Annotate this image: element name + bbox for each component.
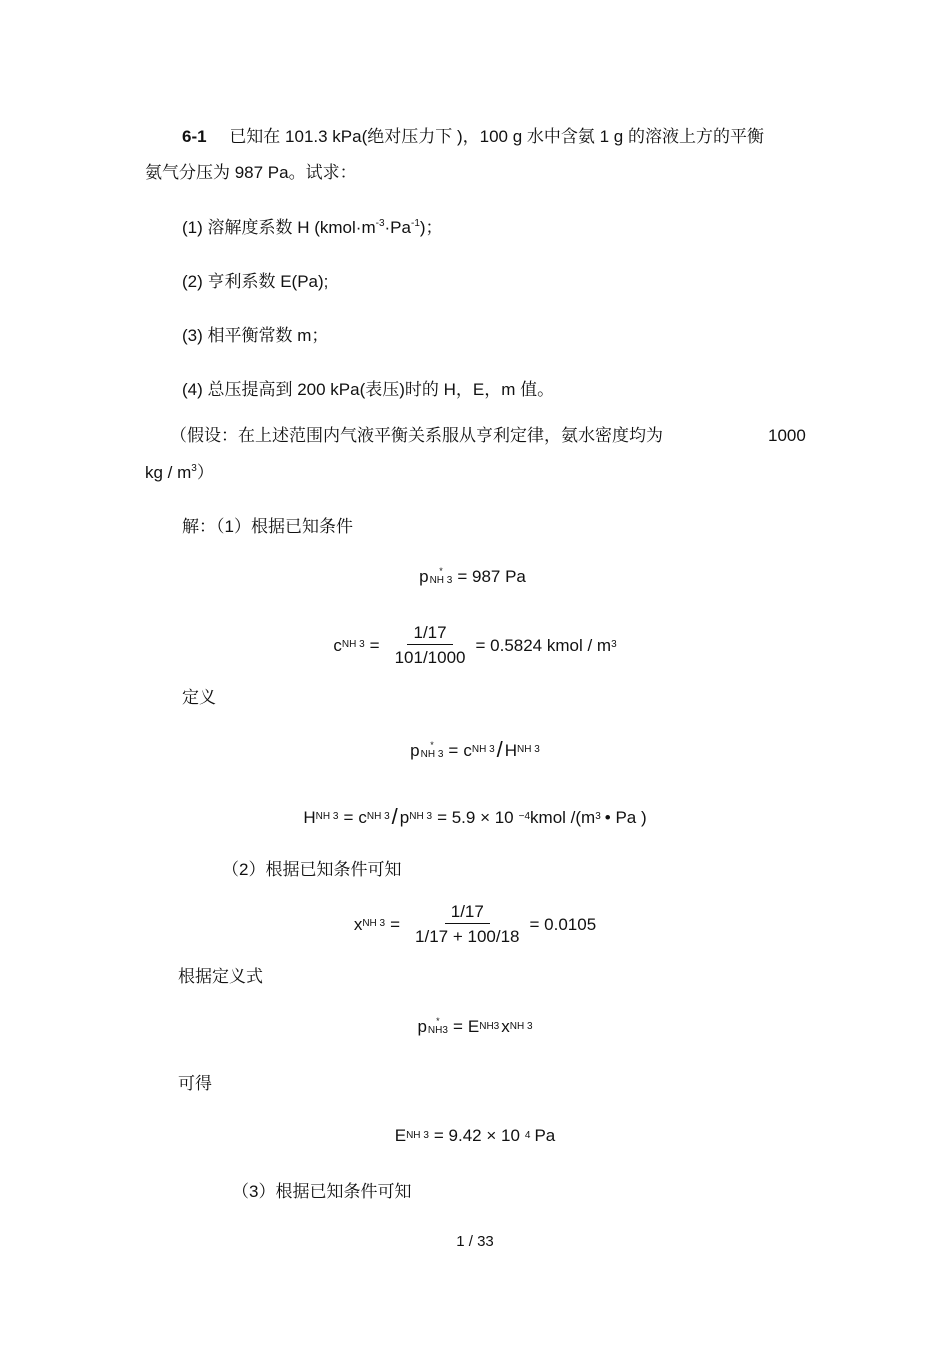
question-4: (4) 总压提高到 200 kPa(表压)时的 H，E，m 值。	[182, 380, 555, 399]
solution-intro: 解：（1）根据已知条件	[182, 517, 353, 536]
definition-label: 定义	[182, 688, 216, 707]
equation-4: H NH 3 = c NH 3 / p NH 3 = 5.9 × 10 −4 kmol /(m 3 • Pa )	[303, 804, 647, 829]
by-definition-label: 根据定义式	[178, 967, 263, 986]
fraction: $\frac{1/17}{1/17 + 100/18}$	[415, 902, 520, 946]
problem-line-2: 氨气分压为 987 Pa。试求：	[145, 163, 357, 182]
equation-2: c NH 3 = $\frac{1/17}{101/1000}$ = 0.5824 kmol / m 3	[333, 623, 617, 667]
question-1: (1) 溶解度系数 H $(kmol\cdot m^{-3}\cdot Pa^{-1})$；	[182, 218, 443, 237]
equation-6: p * NH3 = E NH3 x NH 3	[417, 1016, 533, 1036]
obtain-label: 可得	[178, 1074, 212, 1093]
part-3-heading: （3）根据已知条件可知	[232, 1182, 412, 1201]
assumption-line-1: （假设：在上述范围内气液平衡关系服从亨利定律，氨水密度均为	[170, 426, 663, 445]
problem-line-1: 6-1 已知在 101.3 kPa(绝对压力下 )，100 g 水中含氨 1 g 的溶液上方的平衡	[182, 127, 764, 146]
question-2: (2) 亨利系数 E(Pa);	[182, 272, 329, 291]
assumption-value: 1000	[768, 426, 806, 445]
fraction: $\frac{1/17}{101/1000}$	[394, 623, 466, 667]
equation-1: p * NH 3 = 987 Pa	[419, 566, 526, 586]
equation-7: E NH 3 = 9.42 × 10 4 Pa	[394, 1126, 556, 1145]
part-2-heading: （2）根据已知条件可知	[222, 860, 402, 879]
assumption-line-2: kg / $m^3$）	[145, 463, 214, 482]
question-3: (3) 相平衡常数 m；	[182, 326, 329, 345]
equation-5: x NH 3 = $\frac{1/17}{1/17 + 100/18}$ = 0.0105	[353, 902, 597, 946]
problem-number: 6-1	[182, 127, 207, 146]
page-indicator: 1 / 33	[456, 1233, 494, 1250]
equation-3: p * NH 3 = c NH 3 / H NH 3	[410, 737, 540, 762]
